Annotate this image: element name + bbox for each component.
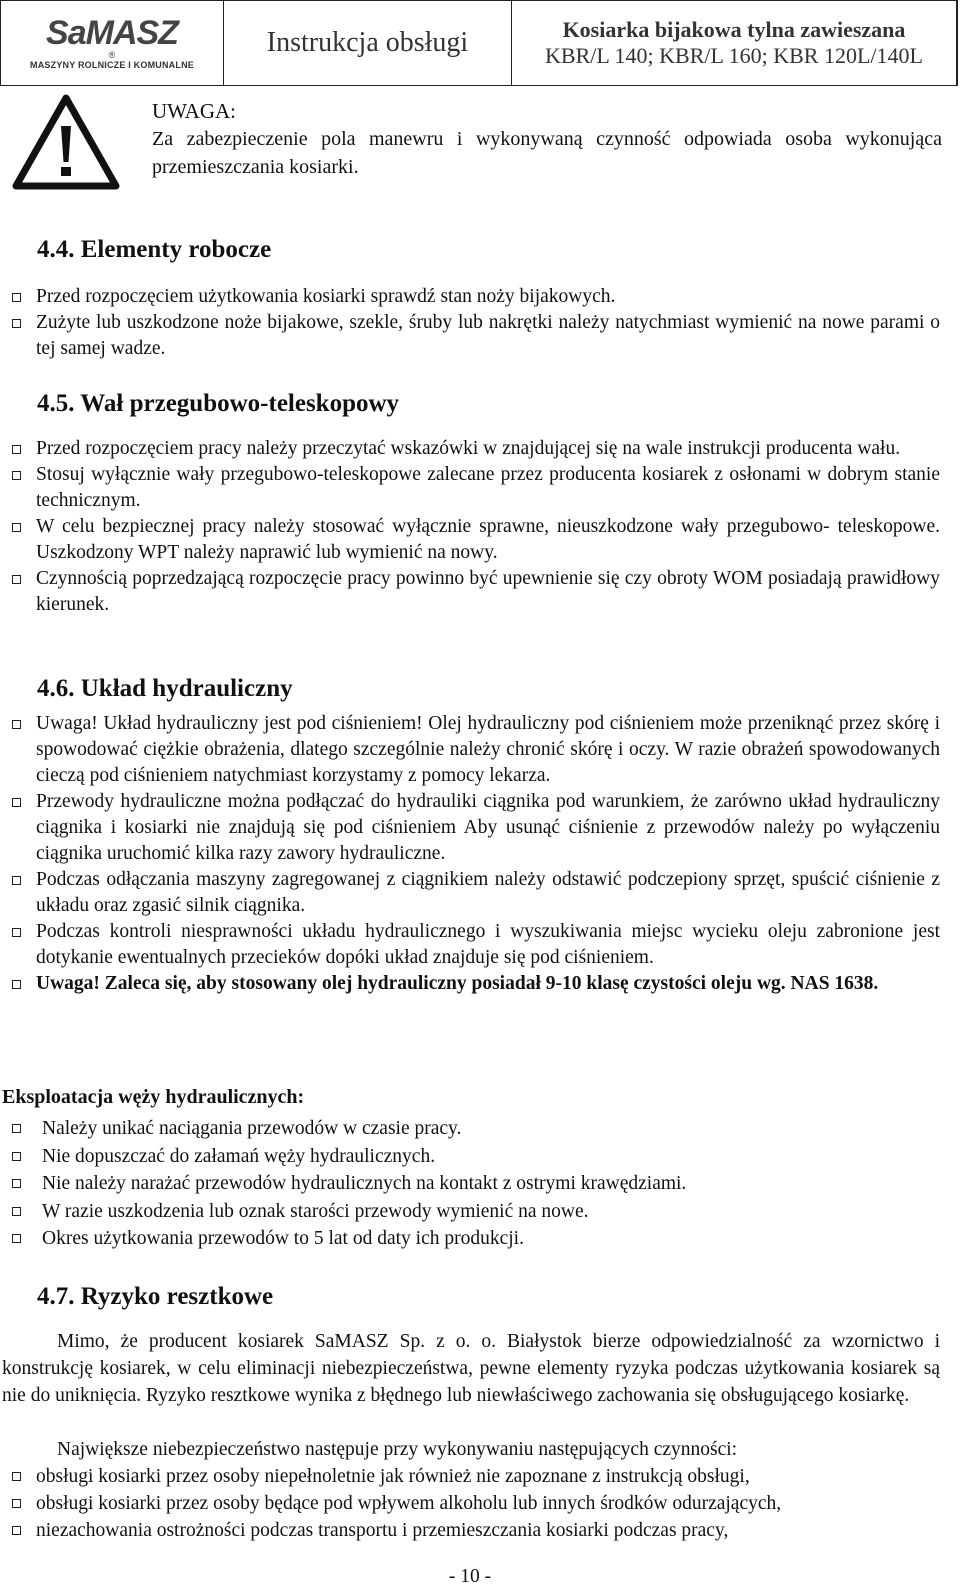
list-item-text: niezachowania ostrożności podczas transportu i przemieszczania kosiarki podczas pracy, xyxy=(36,1520,729,1541)
list-item xyxy=(10,1170,910,1198)
list-item xyxy=(10,284,940,310)
section-4-4-list xyxy=(10,284,940,362)
list-item xyxy=(10,436,940,462)
list-item xyxy=(10,1198,910,1226)
registered-mark: ® xyxy=(108,50,116,60)
page-number: - 10 - xyxy=(448,1566,492,1587)
model-codes: KBR/L 140; KBR/L 160; KBR 120L/140L xyxy=(545,43,923,68)
warning-title: UWAGA: xyxy=(152,99,236,123)
list-item-text: Należy unikać naciągania przewodów w czasie pracy. xyxy=(42,1118,462,1139)
warning-block xyxy=(152,97,942,181)
checkbox-bullet-icon xyxy=(12,980,21,989)
checkbox-bullet-icon xyxy=(12,798,21,807)
list-item-text: Przewody hydrauliczne można podłączać do hydrauliki ciągnika pod warunkiem, że zarówno układ hydrauliczny ciągnika i kosiarki nie znajdują się pod ciśnieniem Aby usunąć ciśnienie z przewodów należy po wyłączeniu ciągnika uruchomić kilka razy zawory hydrauliczne. xyxy=(36,791,940,864)
list-item-text: W celu bezpiecznej pracy należy stosować wyłącznie sprawne, nieuszkodzone wały przegubowo- teleskopowe. Uszkodzony WPT należy naprawić lub wymienić na nowy. xyxy=(36,516,940,563)
checkbox-bullet-icon xyxy=(12,1207,21,1216)
section-4-4-heading: 4.4. Elementy robocze xyxy=(37,236,272,263)
list-item xyxy=(10,1225,910,1253)
checkbox-bullet-icon xyxy=(12,1179,21,1188)
warning-triangle-icon xyxy=(10,92,122,192)
samasz-logo xyxy=(1,1,224,85)
checkbox-bullet-icon xyxy=(12,575,21,584)
checkbox-bullet-icon xyxy=(12,720,21,729)
list-item xyxy=(10,789,940,867)
list-item xyxy=(10,310,940,362)
list-item xyxy=(10,919,940,971)
list-item xyxy=(10,1115,910,1143)
list-item-text: Przed rozpoczęciem użytkowania kosiarki sprawdź stan noży bijakowych. xyxy=(36,286,616,307)
list-item-text: Podczas kontroli niesprawności układu hydraulicznego i wyszukiwania miejsc wycieku oleju zabronione jest dotykanie ewentualnych przecieków dopóki układ znajduje się pod ciśnieniem. xyxy=(36,921,940,968)
list-item xyxy=(10,1463,940,1490)
list-item-text: Przed rozpoczęciem pracy należy przeczytać wskazówki w znajdującej się na wale instrukcji producenta wału. xyxy=(36,438,901,459)
list-item xyxy=(10,514,940,566)
list-item-text: obsługi kosiarki przez osoby będące pod wpływem alkoholu lub innych środków odurzających, xyxy=(36,1493,782,1514)
model-title: Kosiarka bijakowa tylna zawieszana xyxy=(562,17,906,42)
checkbox-bullet-icon xyxy=(12,293,21,302)
checkbox-bullet-icon xyxy=(12,1499,21,1508)
hoses-list xyxy=(10,1115,910,1253)
section-4-6-heading: 4.6. Układ hydrauliczny xyxy=(37,675,293,702)
residual-risk-paragraph: Mimo, że producent kosiarek SaMASZ Sp. z o. o. Białystok bierze odpowiedzialność za wzornictwo i konstrukcję kosiarek, w celu eliminacji niebezpieczeństwa, pewne elementy ryzyka podczas użytkowania kosiarek są nie do uniknięcia. Ryzyko resztkowe wynika z błędnego lub niewłaściwego zachowania się obsługującego kosiarkę. xyxy=(2,1331,940,1406)
checkbox-bullet-icon xyxy=(12,445,21,454)
checkbox-bullet-icon xyxy=(12,1124,21,1133)
checkbox-bullet-icon xyxy=(12,1152,21,1161)
list-item xyxy=(10,1143,910,1171)
list-item-bold xyxy=(10,971,940,997)
checkbox-bullet-icon xyxy=(12,876,21,885)
list-item-text: Podczas odłączania maszyny zagregowanej z ciągnikiem należy odstawić podczepiony sprzęt, spuścić ciśnienie z układu oraz zgasić silnik ciągnika. xyxy=(36,869,940,916)
section-4-6-list xyxy=(10,711,940,997)
checkbox-bullet-icon xyxy=(12,1526,21,1535)
section-4-7-heading: 4.7. Ryzyko resztkowe xyxy=(37,1283,274,1310)
page-header xyxy=(0,0,958,86)
document-title: Instrukcja obsługi xyxy=(224,1,512,85)
list-item-text: Nie dopuszczać do załamań węży hydraulicznych. xyxy=(42,1145,436,1167)
list-item-text: Okres użytkowania przewodów to 5 lat od daty ich produkcji. xyxy=(42,1228,524,1249)
list-item xyxy=(10,1517,940,1544)
list-item-text: W razie uszkodzenia lub oznak starości przewody wymienić na nowe. xyxy=(42,1200,589,1222)
warning-text: Za zabezpieczenie pola manewru i wykonywaną czynność odpowiada osoba wykonująca przemieszczania kosiarki. xyxy=(152,128,942,178)
hoses-title: Eksploatacja węży hydraulicznych: xyxy=(2,1086,305,1108)
section-4-5-list xyxy=(10,436,940,618)
list-item-text: Nie należy narażać przewodów hydraulicznych na kontakt z ostrymi krawędziami. xyxy=(42,1173,687,1194)
checkbox-bullet-icon xyxy=(12,1234,21,1243)
list-item xyxy=(10,867,940,919)
list-item-text: Czynnością poprzedzającą rozpoczęcie pracy powinno być upewnienie się czy obroty WOM posiadają prawidłowy kierunek. xyxy=(36,568,940,615)
list-item-text: Uwaga! Zaleca się, aby stosowany olej hydrauliczny posiadał 9-10 klasę czystości oleju wg. NAS 1638. xyxy=(36,973,879,994)
checkbox-bullet-icon xyxy=(12,1472,21,1481)
danger-intro-paragraph: Największe niebezpieczeństwo następuje przy wykonywaniu następujących czynności: xyxy=(57,1439,738,1460)
checkbox-bullet-icon xyxy=(12,928,21,937)
list-item-text: Zużyte lub uszkodzone noże bijakowe, szekle, śruby lub nakrętki należy natychmiast wymienić na nowe parami o tej samej wadze. xyxy=(36,312,940,359)
logo-text: SaMASZ xyxy=(46,14,178,52)
list-item xyxy=(10,462,940,514)
list-item xyxy=(10,566,940,618)
list-item xyxy=(10,711,940,789)
list-item xyxy=(10,1490,940,1517)
list-item-text: Stosuj wyłącznie wały przegubowo-teleskopowe zalecane przez producenta kosiarek z osłonami w dobrym stanie technicznym. xyxy=(36,464,940,511)
model-info xyxy=(512,1,956,85)
list-item-text: obsługi kosiarki przez osoby niepełnoletnie jak również nie zapoznane z instrukcją obsługi, xyxy=(36,1466,750,1487)
checkbox-bullet-icon xyxy=(12,471,21,480)
danger-list xyxy=(10,1463,940,1544)
logo-subtitle: MASZYNY ROLNICZE I KOMUNALNE xyxy=(30,60,194,70)
list-item-text: Uwaga! Układ hydrauliczny jest pod ciśnieniem! Olej hydrauliczny pod ciśnieniem może przeniknąć przez skórę i spowodować ciężkie obrażenia, dlatego szczególnie należy chronić skórę i oczy. W razie obrażeń spowodowanych cieczą pod ciśnieniem natychmiast korzystamy z pomocy lekarza. xyxy=(36,713,940,786)
section-4-5-heading: 4.5. Wał przegubowo-teleskopowy xyxy=(37,390,400,417)
checkbox-bullet-icon xyxy=(12,319,21,328)
checkbox-bullet-icon xyxy=(12,523,21,532)
